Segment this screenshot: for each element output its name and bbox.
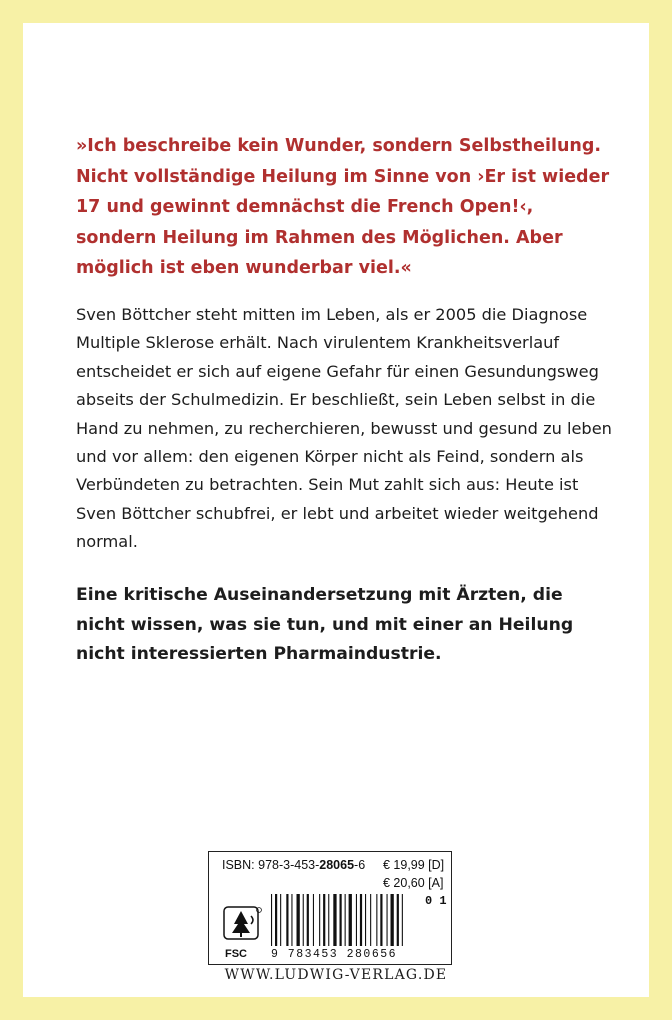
barcode-bar	[370, 894, 371, 946]
barcode-bar	[376, 894, 377, 946]
fsc-label: FSC	[225, 948, 247, 960]
publisher-website: WWW.LUDWIG-VERLAG.DE	[224, 967, 448, 983]
teaser-text: Eine kritische Auseinandersetzung mit Ärzten, die nicht wissen, was sie tun, und mit einer an Heilung nicht interessierten Pharmaindustrie.	[76, 585, 574, 664]
barcode-bar	[345, 894, 346, 946]
barcode-bar	[286, 894, 288, 946]
barcode-bar	[397, 894, 399, 946]
barcode-bar	[291, 894, 292, 946]
barcode	[271, 894, 421, 954]
fsc-logo-icon	[221, 904, 263, 960]
pull-quote: »Ich beschreibe kein Wunder, sondern Selbstheilung. Nicht vollständige Heilung im Sinne von ›Er ist wieder 17 und gewinnt demnächst die French Open!‹, sondern Heilung im Rahmen des Möglichen. Aber möglich ist eben wunderbar viel.«	[76, 136, 610, 278]
book-description: Sven Böttcher steht mitten im Leben, als er 2005 die Diagnose Multiple Sklerose erhält. Nach virulentem Krankheitsverlauf entscheidet er sich auf eigene Gefahr für einen Gesundungsweg abseits der Schulmedizin. Er beschließt, sein Leben selbst in die Hand zu nehmen, zu recherchieren, bewusst und gesund zu leben und vor allem: den eigenen Körper nicht als Feind, sondern als Verbündeten zu betrachten. Sein Mut zahlt sich aus: Heute ist Sven Böttcher schubfrei, er lebt und arbeitet wieder weitgehend normal.	[76, 305, 612, 552]
barcode-bar	[380, 894, 382, 946]
barcode-bar	[319, 894, 320, 946]
barcode-bar	[313, 894, 314, 946]
isbn-box	[208, 851, 452, 965]
barcode-bar	[275, 894, 277, 946]
barcode-bar	[356, 894, 357, 946]
barcode-digits: 9 783453 280656	[271, 948, 398, 961]
barcode-bar	[280, 894, 281, 946]
barcode-bar	[391, 894, 394, 946]
barcode-bar	[307, 894, 309, 946]
price-austria: € 20,60 [A]	[383, 876, 444, 890]
isbn-number: ISBN: 978-3-453-28065-6	[222, 858, 366, 872]
barcode-bar	[387, 894, 388, 946]
barcode-bar	[303, 894, 304, 946]
barcode-bar	[271, 894, 272, 946]
barcode-bar	[328, 894, 329, 946]
barcode-bar	[365, 894, 366, 946]
barcode-addon: 0 1	[425, 894, 447, 908]
back-cover	[23, 23, 649, 997]
price-germany: € 19,99 [D]	[383, 858, 445, 872]
barcode-bar	[323, 894, 325, 946]
barcode-bar	[333, 894, 336, 946]
barcode-bar	[360, 894, 362, 946]
barcode-bar	[402, 894, 403, 946]
barcode-bar	[349, 894, 352, 946]
barcode-bar	[340, 894, 342, 946]
barcode-bar	[297, 894, 300, 946]
